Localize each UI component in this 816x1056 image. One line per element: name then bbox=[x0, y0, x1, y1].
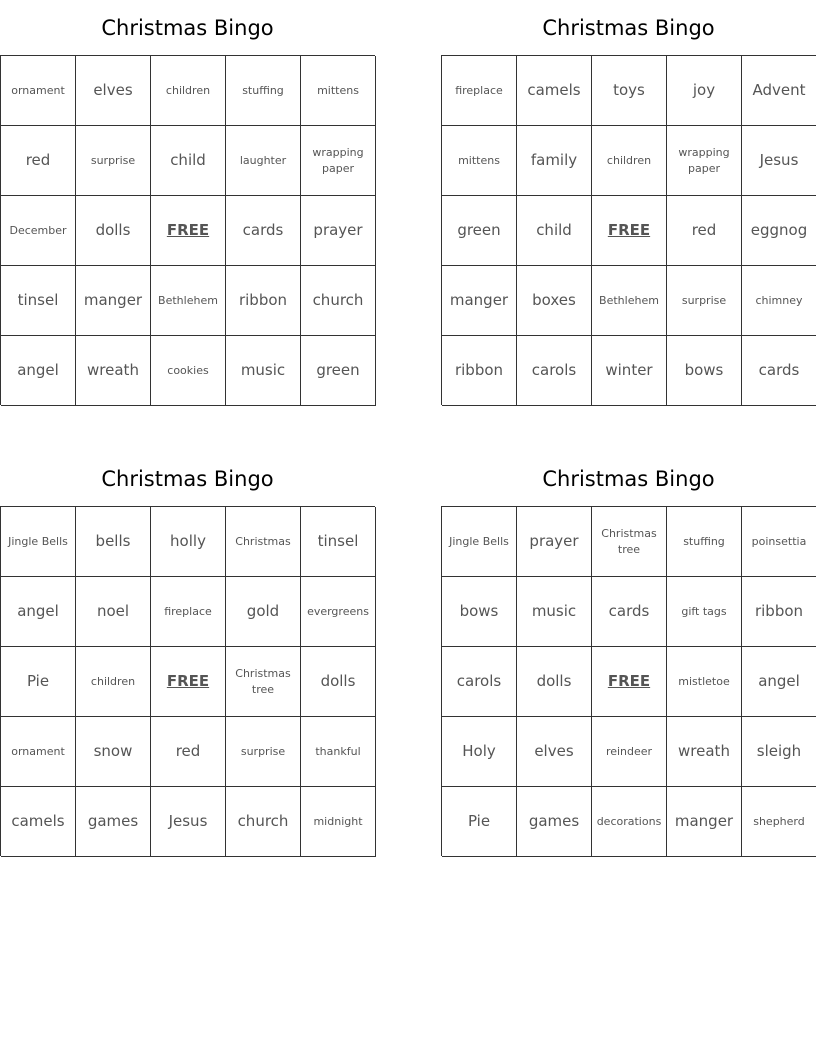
bingo-cell: carols bbox=[442, 647, 517, 717]
bingo-cell: Bethlehem bbox=[151, 266, 226, 336]
bingo-cell: cookies bbox=[151, 336, 226, 406]
bingo-cell: dolls bbox=[301, 647, 376, 717]
bingo-cell: laughter bbox=[226, 126, 301, 196]
bingo-cell: tinsel bbox=[1, 266, 76, 336]
bingo-cell: noel bbox=[76, 577, 151, 647]
bingo-cell: Christmas tree bbox=[226, 647, 301, 717]
bingo-cell: Pie bbox=[442, 787, 517, 857]
bingo-cell: angel bbox=[742, 647, 816, 717]
bingo-cell: wrapping paper bbox=[667, 126, 742, 196]
bingo-cell: games bbox=[76, 787, 151, 857]
bingo-cell: child bbox=[517, 196, 592, 266]
card-title: Christmas Bingo bbox=[542, 16, 715, 40]
bingo-cell: red bbox=[1, 126, 76, 196]
bingo-cell: church bbox=[301, 266, 376, 336]
bingo-grid bbox=[0, 506, 375, 856]
bingo-cell: surprise bbox=[76, 126, 151, 196]
bingo-cell: mistletoe bbox=[667, 647, 742, 717]
free-space: FREE bbox=[151, 196, 226, 266]
bingo-cell: children bbox=[151, 56, 226, 126]
bingo-cell: green bbox=[301, 336, 376, 406]
bingo-cell: ornament bbox=[1, 717, 76, 787]
bingo-cell: green bbox=[442, 196, 517, 266]
bingo-cell: joy bbox=[667, 56, 742, 126]
bingo-cell: decorations bbox=[592, 787, 667, 857]
bingo-cell: surprise bbox=[667, 266, 742, 336]
bingo-cell: sleigh bbox=[742, 717, 816, 787]
bingo-cell: holly bbox=[151, 507, 226, 577]
bingo-cell: bows bbox=[442, 577, 517, 647]
bingo-cell: cards bbox=[226, 196, 301, 266]
bingo-cell: music bbox=[226, 336, 301, 406]
bingo-cell: snow bbox=[76, 717, 151, 787]
bingo-cell: cards bbox=[742, 336, 816, 406]
bingo-cell: stuffing bbox=[226, 56, 301, 126]
bingo-cell: music bbox=[517, 577, 592, 647]
bingo-cell: prayer bbox=[301, 196, 376, 266]
bingo-cell: shepherd bbox=[742, 787, 816, 857]
bingo-cell: gift tags bbox=[667, 577, 742, 647]
bingo-cell: stuffing bbox=[667, 507, 742, 577]
card-title: Christmas Bingo bbox=[101, 467, 274, 491]
bingo-cell: surprise bbox=[226, 717, 301, 787]
bingo-cell: boxes bbox=[517, 266, 592, 336]
bingo-cell: tinsel bbox=[301, 507, 376, 577]
free-space: FREE bbox=[151, 647, 226, 717]
bingo-cell: camels bbox=[517, 56, 592, 126]
bingo-cell: prayer bbox=[517, 507, 592, 577]
bingo-cell: toys bbox=[592, 56, 667, 126]
bingo-cell: Jingle Bells bbox=[1, 507, 76, 577]
bingo-card-2 bbox=[441, 0, 816, 405]
bingo-cell: dolls bbox=[517, 647, 592, 717]
bingo-cell: evergreens bbox=[301, 577, 376, 647]
bingo-cell: family bbox=[517, 126, 592, 196]
bingo-card-4 bbox=[441, 451, 816, 856]
bingo-cell: Jingle Bells bbox=[442, 507, 517, 577]
bingo-cell: thankful bbox=[301, 717, 376, 787]
bingo-cell: manger bbox=[442, 266, 517, 336]
bingo-cell: wrapping paper bbox=[301, 126, 376, 196]
bingo-cell: children bbox=[592, 126, 667, 196]
bingo-cell: chimney bbox=[742, 266, 816, 336]
bingo-cell: Pie bbox=[1, 647, 76, 717]
bingo-cell: child bbox=[151, 126, 226, 196]
bingo-cell: gold bbox=[226, 577, 301, 647]
bingo-cell: wreath bbox=[76, 336, 151, 406]
bingo-cell: manger bbox=[667, 787, 742, 857]
bingo-grid bbox=[0, 55, 375, 405]
bingo-card-3 bbox=[0, 451, 375, 856]
bingo-cell: camels bbox=[1, 787, 76, 857]
bingo-cell: Jesus bbox=[742, 126, 816, 196]
free-space: FREE bbox=[592, 196, 667, 266]
bingo-cell: eggnog bbox=[742, 196, 816, 266]
bingo-cell: Christmas tree bbox=[592, 507, 667, 577]
bingo-cell: midnight bbox=[301, 787, 376, 857]
bingo-card-1 bbox=[0, 0, 375, 405]
bingo-cell: bells bbox=[76, 507, 151, 577]
bingo-cell: red bbox=[667, 196, 742, 266]
bingo-cell: angel bbox=[1, 577, 76, 647]
bingo-cell: ribbon bbox=[742, 577, 816, 647]
bingo-cell: mittens bbox=[301, 56, 376, 126]
bingo-cell: bows bbox=[667, 336, 742, 406]
card-title: Christmas Bingo bbox=[542, 467, 715, 491]
bingo-cell: elves bbox=[76, 56, 151, 126]
bingo-cell: children bbox=[76, 647, 151, 717]
bingo-cell: church bbox=[226, 787, 301, 857]
bingo-grid bbox=[441, 55, 816, 405]
bingo-cell: Christmas bbox=[226, 507, 301, 577]
bingo-cell: poinsettia bbox=[742, 507, 816, 577]
bingo-cell: Holy bbox=[442, 717, 517, 787]
bingo-cell: manger bbox=[76, 266, 151, 336]
bingo-cell: ribbon bbox=[442, 336, 517, 406]
bingo-cell: games bbox=[517, 787, 592, 857]
bingo-cell: Bethlehem bbox=[592, 266, 667, 336]
bingo-cell: ornament bbox=[1, 56, 76, 126]
bingo-cell: elves bbox=[517, 717, 592, 787]
bingo-cell: fireplace bbox=[442, 56, 517, 126]
bingo-cell: winter bbox=[592, 336, 667, 406]
bingo-grid bbox=[441, 506, 816, 856]
bingo-cell: Jesus bbox=[151, 787, 226, 857]
bingo-cell: December bbox=[1, 196, 76, 266]
bingo-cell: dolls bbox=[76, 196, 151, 266]
bingo-cell: angel bbox=[1, 336, 76, 406]
bingo-cell: red bbox=[151, 717, 226, 787]
bingo-cell: wreath bbox=[667, 717, 742, 787]
bingo-cell: mittens bbox=[442, 126, 517, 196]
free-space: FREE bbox=[592, 647, 667, 717]
bingo-cell: fireplace bbox=[151, 577, 226, 647]
bingo-cell: cards bbox=[592, 577, 667, 647]
card-title: Christmas Bingo bbox=[101, 16, 274, 40]
bingo-cell: ribbon bbox=[226, 266, 301, 336]
bingo-cell: carols bbox=[517, 336, 592, 406]
bingo-cell: Advent bbox=[742, 56, 816, 126]
bingo-cell: reindeer bbox=[592, 717, 667, 787]
